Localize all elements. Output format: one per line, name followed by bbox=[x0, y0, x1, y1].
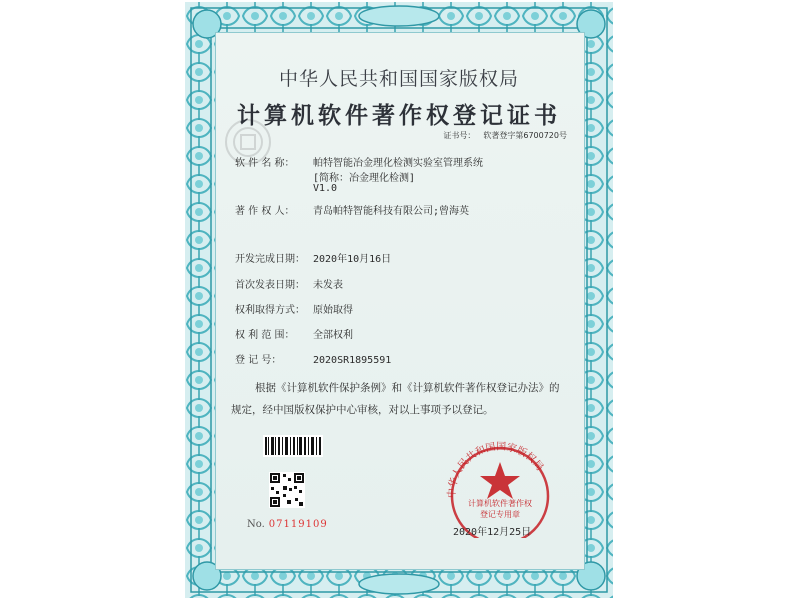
serial-label: No. bbox=[247, 519, 265, 530]
row-acquisition bbox=[235, 301, 353, 316]
barcode-icon bbox=[263, 435, 323, 457]
statement-line-2: 规定，经中国版权保护中心审核，对以上事项予以登记。 bbox=[231, 404, 494, 416]
row-software-name bbox=[235, 154, 483, 169]
owner-label: 著 作 权 人： bbox=[235, 206, 295, 217]
first-publication-value: 未发表 bbox=[313, 280, 343, 291]
certificate bbox=[185, 2, 613, 598]
acquisition-value: 原始取得 bbox=[313, 305, 353, 316]
seal-caption bbox=[435, 498, 565, 520]
registration-number-value: 2020SR1895591 bbox=[313, 355, 392, 366]
software-version: V1.0 bbox=[313, 183, 338, 194]
first-publication-label: 首次发表日期： bbox=[235, 280, 305, 291]
statement-line-1: 根据《计算机软件保护条例》和《计算机软件著作权登记办法》的 bbox=[255, 382, 560, 394]
rights-scope-value: 全部权利 bbox=[313, 330, 353, 341]
cert-no-label: 证书号： bbox=[443, 131, 476, 140]
rights-scope-label: 权 利 范 围： bbox=[235, 330, 295, 341]
certificate-title: 计算机软件著作权登记证书 bbox=[237, 102, 561, 129]
serial-value: 07119109 bbox=[268, 519, 328, 530]
software-name-label: 软 件 名 称： bbox=[235, 158, 295, 169]
completion-date-label: 开发完成日期： bbox=[235, 254, 305, 265]
issue-date: 2020年12月25日 bbox=[453, 527, 532, 538]
serial-number bbox=[247, 519, 328, 530]
software-short-name: [简称：冶金理化检测] bbox=[313, 173, 416, 184]
row-first-publication bbox=[235, 276, 343, 291]
seal-arc-text: 中华人民共和国国家版权局 bbox=[446, 441, 546, 499]
acquisition-label: 权利取得方式： bbox=[235, 305, 305, 316]
row-registration-number bbox=[235, 351, 391, 366]
seal-line-2: 登记专用章 bbox=[480, 510, 520, 519]
seal-line-1: 计算机软件著作权 bbox=[468, 499, 532, 508]
statement bbox=[231, 377, 571, 421]
row-completion-date bbox=[235, 250, 391, 265]
certificate-number bbox=[435, 130, 567, 141]
qr-code-icon bbox=[269, 472, 305, 508]
registration-number-label: 登 记 号： bbox=[235, 355, 282, 366]
row-owner bbox=[235, 202, 469, 217]
issuer-title: 中华人民共和国国家版权局 bbox=[278, 68, 519, 90]
completion-date-value: 2020年10月16日 bbox=[313, 254, 392, 265]
cert-no-value: 软著登字第6700720号 bbox=[483, 131, 567, 140]
row-rights-scope bbox=[235, 326, 353, 341]
software-name-value: 帕特智能冶金理化检测实验室管理系统 bbox=[313, 158, 483, 169]
owner-value: 青岛帕特智能科技有限公司;曾海英 bbox=[313, 206, 470, 217]
